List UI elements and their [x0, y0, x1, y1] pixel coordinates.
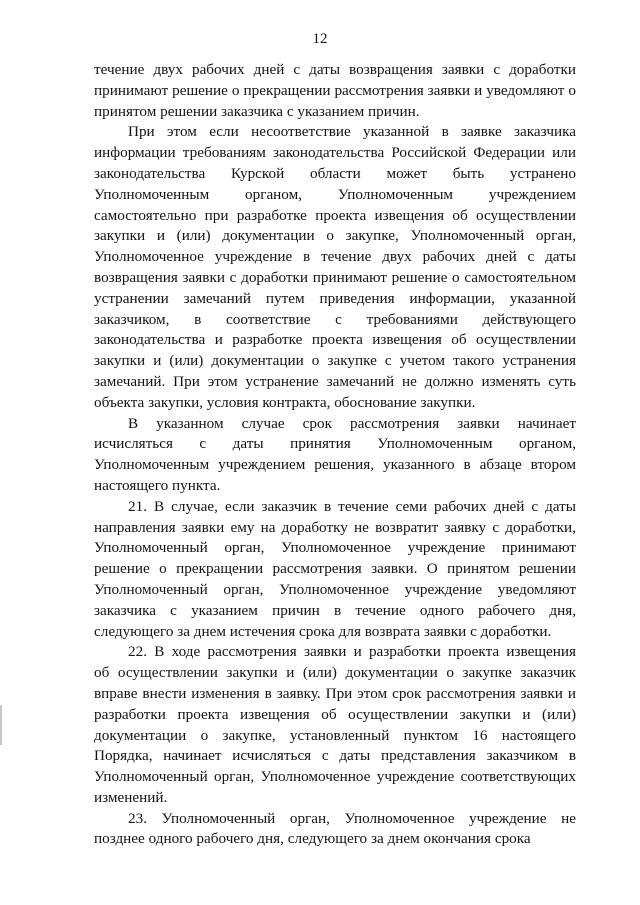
text-line: 21. В случае, если заказчик в течение семи рабочих дней с даты [128, 497, 576, 515]
paragraph-p4 [94, 497, 576, 643]
paragraph-p6 [94, 809, 576, 851]
text-line: следующего за днем истечения срока для возврата заявки с доработки. [94, 622, 552, 640]
text-line: информации требованиям законодательства Российской Федерации или [94, 144, 576, 162]
text-line: самостоятельно при разработке проекта извещения об осуществлении [94, 206, 576, 224]
paragraph-p5 [94, 642, 576, 808]
text-line: законодательства Курской области может быть устранено [94, 164, 576, 182]
text-line: законодательства и разработке проекта извещения об осуществлении [94, 331, 576, 349]
scan-edge-mark [0, 705, 2, 745]
text-line: Порядка, начинает исчисляться с даты представления заказчиком в [94, 747, 576, 765]
text-line: В указанном случае срок рассмотрения заявки начинает [128, 414, 576, 432]
text-line: об осуществлении закупки и (или) документации о закупке заказчик [94, 664, 576, 682]
text-line: течение двух рабочих дней с даты возвращения заявки с доработки [94, 61, 576, 78]
text-line: закупки и (или) документации о закупке, Уполномоченный орган, [94, 227, 576, 245]
text-line: Уполномоченный орган, Уполномоченное учреждение принимают [94, 539, 576, 557]
text-line: решение о прекращении рассмотрения заявки. О принятом решении [94, 560, 576, 578]
paragraph-p3 [94, 414, 576, 497]
text-line: Уполномоченным учреждением решения, указанного в абзаце втором [94, 456, 576, 474]
text-line: принимают решение о прекращении рассмотрения заявки и уведомляют о [94, 81, 576, 99]
text-line: Уполномоченный орган, Уполномоченное учреждение соответствующих [94, 768, 576, 786]
text-line: Уполномоченное учреждение в течение двух рабочих дней с даты [94, 248, 576, 266]
text-line: исчисляться с даты принятия Уполномоченным органом, [94, 435, 576, 453]
text-line: закупки и (или) документации о закупке с учетом такого устранения [94, 352, 576, 370]
text-line: объекта закупки, условия контракта, обоснование закупки. [94, 393, 476, 411]
text-line: вправе внести изменения в заявку. При этом срок рассмотрения заявки и [94, 684, 576, 702]
text-line: возвращения заявки с доработки принимают решение о самостоятельном [94, 268, 576, 286]
text-line: 23. Уполномоченный орган, Уполномоченное учреждение не [128, 809, 576, 827]
text-line: 22. В ходе рассмотрения заявки и разработки проекта извещения [128, 643, 576, 661]
text-line: разработки проекта извещения об осуществлении закупки и (или) [94, 705, 576, 723]
page-number: 12 [312, 31, 328, 47]
text-line: Уполномоченный орган, Уполномоченное учреждение уведомляют [94, 580, 576, 598]
text-line: настоящего пункта. [94, 476, 221, 494]
text-line: Уполномоченным органом, Уполномоченным учреждением [94, 185, 576, 203]
text-line: направления заявки ему на доработку не возвратит заявку с доработки, [94, 518, 576, 536]
paragraph-p2 [94, 122, 576, 413]
text-line: документации о закупке, установленный пунктом 16 настоящего [94, 726, 576, 744]
text-line: позднее одного рабочего дня, следующего за днем окончания срока [94, 830, 531, 848]
paragraph-p1 [94, 60, 576, 122]
text-line: заказчиком, в соответствие с требованиями действующего [94, 310, 576, 328]
text-line: При этом если несоответствие указанной в заявке заказчика [128, 123, 576, 141]
text-line: устранении замечаний путем приведения информации, указанной [94, 289, 576, 307]
text-line: заказчика с указанием причин в течение одного рабочего дня, [94, 601, 576, 619]
text-line: замечаний. При этом устранение замечаний не должно изменять суть [94, 372, 576, 390]
text-line: изменений. [94, 788, 168, 806]
document-body [94, 60, 576, 850]
text-line: принятом решении заказчика с указанием причин. [94, 102, 420, 120]
